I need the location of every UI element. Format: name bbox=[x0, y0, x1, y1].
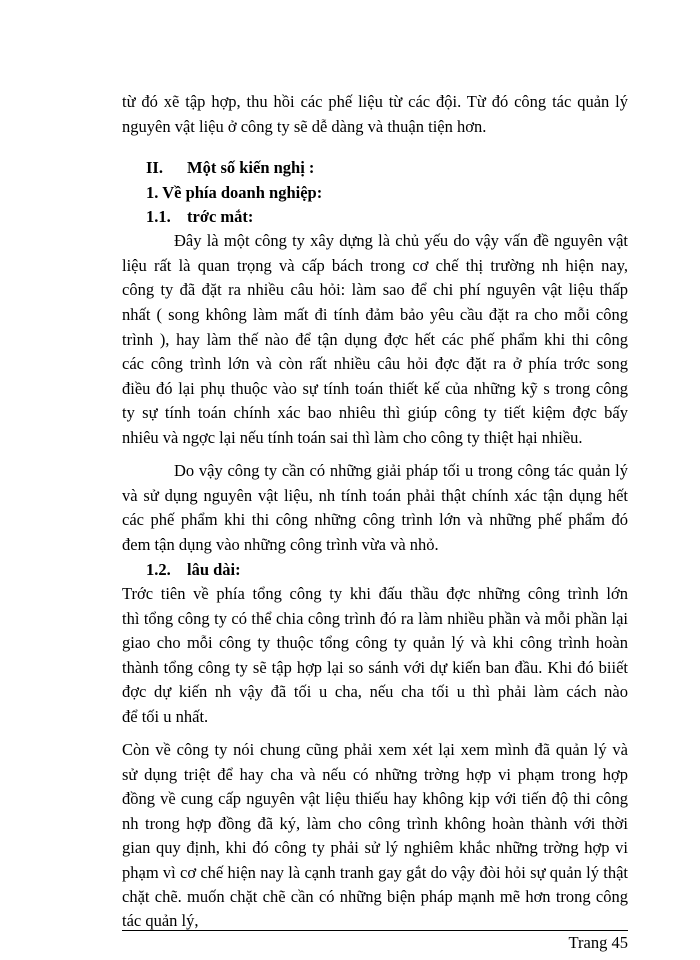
text-line: công ty đã đặt ra nhiều câu hỏi: làm sao để chi phí nguyên vật liệu thấp bbox=[122, 280, 628, 299]
subsection-title: trớc mắt: bbox=[187, 207, 254, 226]
text-line: Đây là một công ty xây dựng là chủ yếu do vậy vấn đề nguyên vật bbox=[174, 231, 628, 250]
subsection-number: 1.1. bbox=[146, 207, 171, 226]
text-line: phạm vì cơ chế hiện nay là cạnh tranh gay gắt do vậy đòi hỏi sự quản lý thật bbox=[122, 863, 628, 882]
subsection-title: lâu dài: bbox=[187, 560, 241, 579]
text-line: để tối u nhất. bbox=[122, 707, 209, 726]
text-line: Do vậy công ty cần có những giải pháp tối u trong công tác quản lý bbox=[174, 461, 628, 480]
subsection-number: 1.2. bbox=[146, 560, 171, 579]
text-line: nh trong hợp đồng đã ký, làm cho công trình không hoàn thành với thời bbox=[122, 814, 628, 833]
text-line: đợc dự kiến nh vậy đã tối u cha, nếu cha tối u thì phải làm cách nào bbox=[122, 682, 628, 701]
text-line: đem tận dụng vào những công trình vừa và nhỏ. bbox=[122, 535, 439, 554]
text-line: nhiêu và ngợc lại nếu tính toán sai thì làm cho công ty thiệt hại nhiều. bbox=[122, 428, 583, 447]
text-line: liệu rất là quan trọng và cấp bách trong cơ chế thị trường nh hiện nay, bbox=[122, 256, 628, 275]
text-line: gian quy định, khi đó công ty phải sử lý nghiêm khắc những trờng hợp vi bbox=[122, 838, 628, 857]
text-line: từ đó xẽ tập hợp, thu hồi các phế liệu từ các đội. Từ đó công tác quản lý bbox=[122, 92, 628, 111]
text-line: thì tổng công ty có thể chia công trình đó ra làm nhiều phần và mỗi phần lại bbox=[122, 609, 628, 628]
text-line: nguyên vật liệu ở công ty sẽ dễ dàng và thuận tiện hơn. bbox=[122, 117, 487, 136]
text-line: các phế phẩm khi thi công những công trình lớn và những phế phẩm đó bbox=[122, 510, 628, 529]
text-line: chặt chẽ. muốn chặt chẽ cần có những biện pháp mạnh mẽ hơn trong công bbox=[122, 887, 628, 906]
text-line: nhất ( song không làm mất đi tính đảm bảo yêu cầu đặt ra cho mỗi công bbox=[122, 305, 628, 324]
text-line: đồng về cung cấp nguyên vật liệu thiếu hay không kịp với tiến độ thi công bbox=[122, 789, 628, 808]
text-line: sử dụng triệt để hay cha và nếu có những trờng hợp vi phạm trong hợp bbox=[122, 765, 628, 784]
text-line: điều đó lại phụ thuộc vào sự tính toán thiết kế của những kỹ s trong công bbox=[122, 379, 628, 398]
text-line: thành tổng công ty sẽ tập hợp lại so sánh với dự kiến ban đầu. Khi đó biiết bbox=[122, 658, 628, 677]
section-number: II. bbox=[146, 158, 163, 177]
footer-rule bbox=[122, 930, 628, 931]
text-line: ty sự tính toán chính xác bao nhiêu thì giúp công ty tiết kiệm đợc bấy bbox=[122, 403, 628, 422]
text-line: và sử dụng nguyên vật liệu, nh tính toán phải thật chính xác tận dụng hết bbox=[122, 486, 628, 505]
text-line: giao cho mỗi công ty thuộc tổng công ty quản lý và khi công trình hoàn bbox=[122, 633, 628, 652]
text-line: trình ), hay làm thế nào để tận dụng đợc hết các phế phẩm khi thi công bbox=[122, 330, 628, 349]
section-title: Một số kiến nghị : bbox=[187, 158, 315, 177]
subsection-heading: 1. Về phía doanh nghiệp: bbox=[146, 183, 323, 202]
text-line: Còn về công ty nói chung cũng phải xem xét lại xem mình đã quản lý và bbox=[122, 740, 628, 759]
page-number: Trang 45 bbox=[568, 933, 628, 952]
text-line: Trớc tiên về phía tổng công ty khi đấu thầu đợc những công trình lớn bbox=[122, 584, 628, 603]
text-line: các công trình lớn và còn rất nhiều câu hỏi đợc đặt ra ở phía trớc song bbox=[122, 354, 628, 373]
text-line: tác quản lý, bbox=[122, 911, 199, 930]
